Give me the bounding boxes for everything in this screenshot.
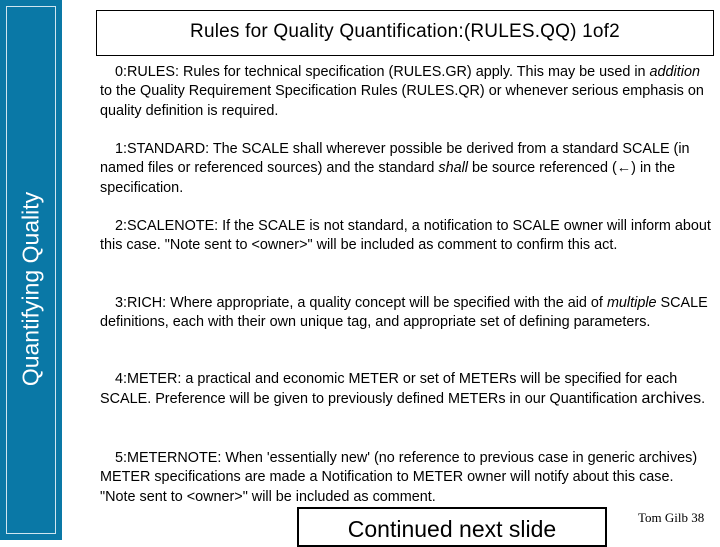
rule-2: 2:SCALENOTE: If the SCALE is not standard, a notification to SCALE owner will inform about this case. "Note sent to <owner>" will be included as comment to confirm this act. xyxy=(100,218,711,254)
sidebar-label: Quantifying Quality xyxy=(17,191,44,387)
rule-3: 3:RICH: Where appropriate, a quality concept will be specified with the aid of multiple SCALE definitions, each with their own unique tag, and appropriate set of defining parameters. xyxy=(100,295,708,331)
continued-next-slide-box: Continued next slide xyxy=(297,507,607,547)
title-box xyxy=(96,10,714,56)
arrow-left-icon: ← xyxy=(616,160,632,177)
rule-5: 5:METERNOTE: When 'essentially new' (no reference to previous case in generic archives) METER specifications are made a Notification to METER owner will notify about this case. "Note sent to <owner>" will be included as comment. xyxy=(100,450,698,505)
rule-4: 4:METER: a practical and economic METER or set of METERs will be specified for each SCALE. Preference will be given to previously defined METERs in our Quantification archives. xyxy=(100,371,706,408)
footer-author-page: Tom Gilb 38 xyxy=(638,510,705,525)
sidebar xyxy=(0,0,62,540)
rule-1: 1:STANDARD: The SCALE shall wherever possible be derived from a standard SCALE (in named files or referenced sources) and the standard shall be source referenced (←) in the specification. xyxy=(100,141,690,196)
rule-0: 0:RULES: Rules for technical specification (RULES.GR) apply. This may be used in addition to the Quality Requirement Specification Rules (RULES.QR) or whenever serious emphasis on quality definition is required. xyxy=(100,64,704,119)
slide-title: Rules for Quality Quantification:(RULES.QQ) 1of2 xyxy=(190,21,620,42)
